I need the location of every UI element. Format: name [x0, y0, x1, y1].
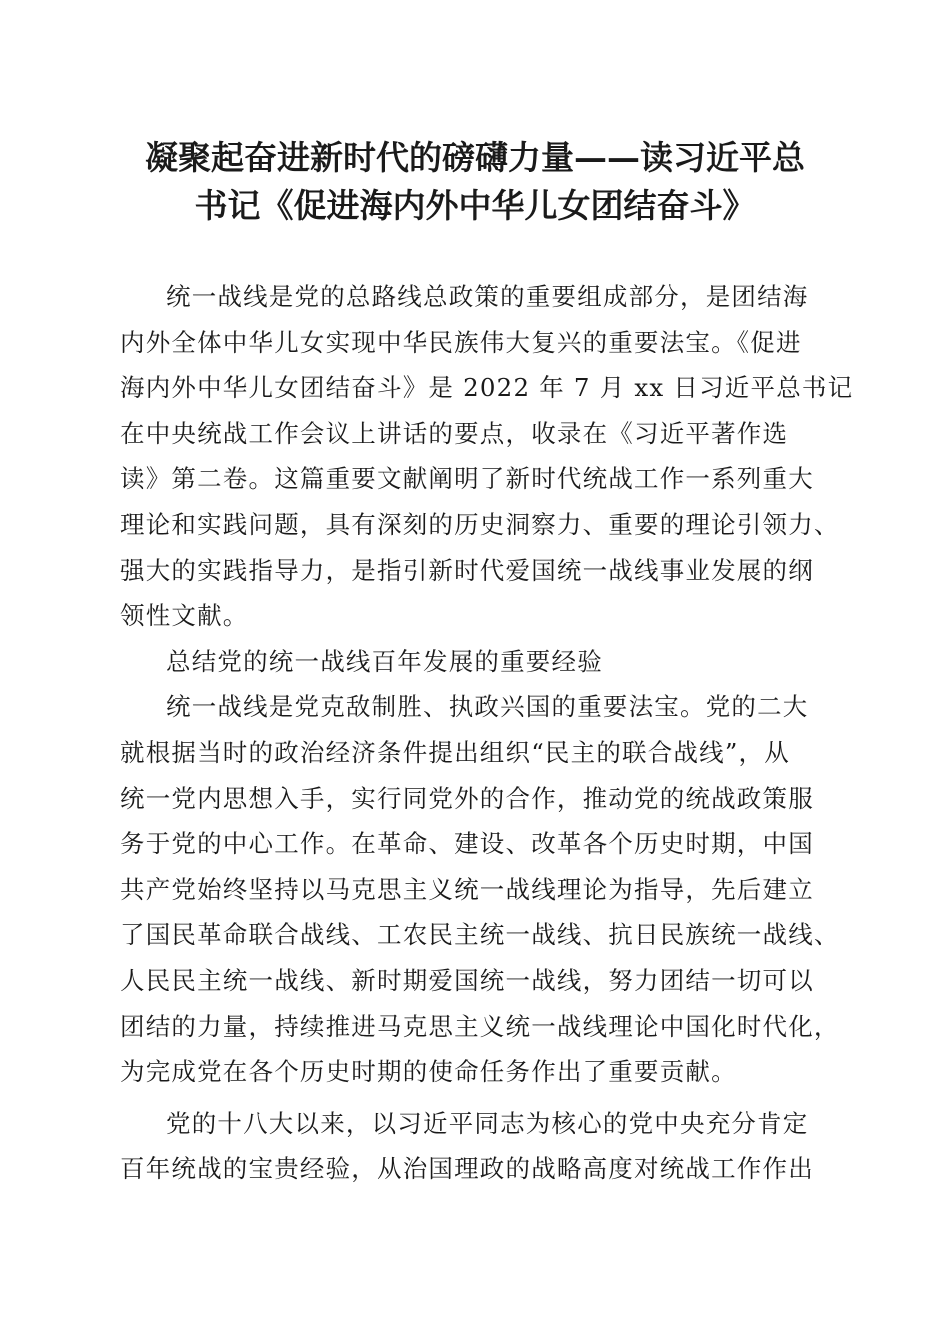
- body-line: 为完成党在各个历史时期的使命任务作出了重要贡献。: [120, 1057, 737, 1087]
- body-line: 人民民主统一战线、新时期爱国统一战线，努力团结一切可以: [120, 965, 814, 995]
- body-line: 内外全体中华儿女实现中华民族伟大复兴的重要法宝。《促进: [120, 327, 802, 357]
- body-line: 在中央统战工作会议上讲话的要点，收录在《习近平著作选: [120, 418, 789, 448]
- body-line: 统一党内思想入手，实行同党外的合作，推动党的统战政策服: [120, 783, 814, 813]
- body-line: 强大的实践指导力，是指引新时代爱国统一战线事业发展的纲: [120, 555, 814, 585]
- section-heading: 总结党的统一战线百年发展的重要经验: [166, 646, 603, 676]
- document-body: [120, 274, 854, 1192]
- document-title: [110, 134, 840, 230]
- body-line: 就根据当时的政治经济条件提出组织“民主的联合战线”，从: [120, 737, 790, 767]
- title-line-2: 书记《促进海内外中华儿女团结奋斗》: [194, 186, 756, 225]
- body-line: 务于党的中心工作。在革命、建设、改革各个历史时期，中国: [120, 829, 814, 859]
- body-line: 读》第二卷。这篇重要文献阐明了新时代统战工作一系列重大: [120, 464, 814, 494]
- title-line-1: 凝聚起奋进新时代的磅礴力量——读习近平总: [145, 138, 805, 177]
- body-line: 团结的力量，持续推进马克思主义统一战线理论中国化时代化，: [120, 1011, 840, 1041]
- body-line: 理论和实践问题，具有深刻的历史洞察力、重要的理论引领力、: [120, 509, 840, 539]
- body-line: 海内外中华儿女团结奋斗》是 2022 年 7 月 xx 日习近平总书记: [120, 373, 854, 403]
- body-line: 领性文献。: [120, 601, 249, 631]
- body-line: 了国民革命联合战线、工农民主统一战线、抗日民族统一战线、: [120, 920, 840, 950]
- body-line: 统一战线是党克敌制胜、执政兴国的重要法宝。党的二大: [166, 692, 809, 722]
- body-line: 百年统战的宝贵经验，从治国理政的战略高度对统战工作作出: [120, 1154, 814, 1184]
- body-line: 共产党始终坚持以马克思主义统一战线理论为指导，先后建立: [120, 874, 814, 904]
- body-line: 党的十八大以来，以习近平同志为核心的党中央充分肯定: [166, 1108, 809, 1138]
- body-line: 统一战线是党的总路线总政策的重要组成部分，是团结海: [166, 282, 809, 311]
